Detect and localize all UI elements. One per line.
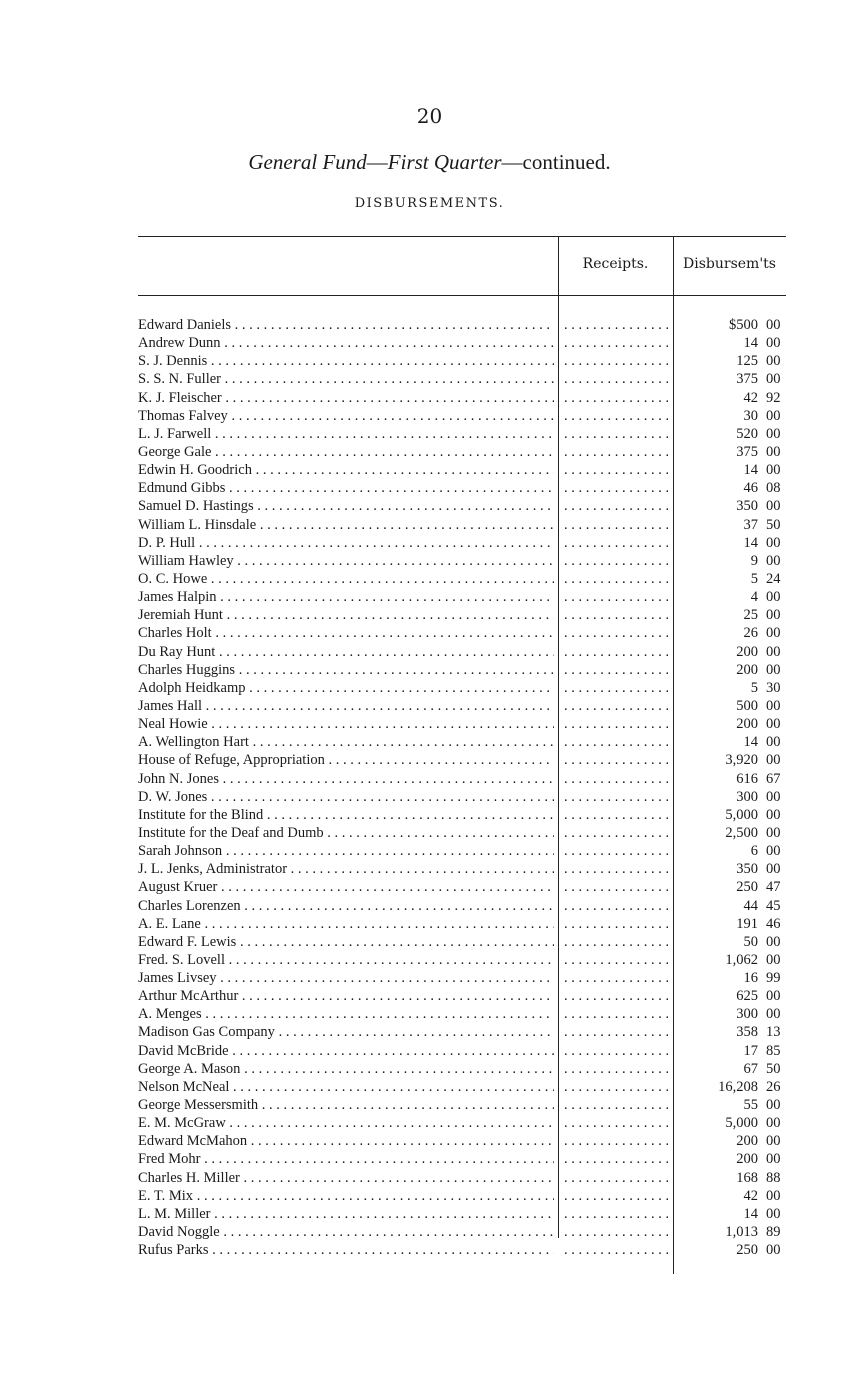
receipt-cell (564, 552, 668, 570)
table-row (138, 497, 786, 515)
amount-dollars: 625 (736, 988, 758, 1005)
table-row (138, 860, 786, 878)
table-row (138, 1114, 786, 1132)
payee-name: David Noggle . . . (138, 1223, 554, 1241)
table-row (138, 334, 786, 352)
payee-name: J. L. Jenks, Administrator . . . (138, 860, 554, 878)
receipt-cell (564, 588, 668, 606)
amount-dollars: 168 (736, 1169, 758, 1186)
payee-name: Institute for the Blind . . . (138, 806, 554, 824)
table-row (138, 951, 786, 969)
amount-cents: 00 (766, 335, 781, 352)
amount-dollars: 9 (750, 552, 758, 569)
table-row (138, 1205, 786, 1223)
table-row (138, 1150, 786, 1168)
receipt-cell (564, 1205, 668, 1223)
receipt-cell (564, 389, 668, 407)
table-row (138, 1042, 786, 1060)
column-header-receipts: Receipts. (582, 256, 649, 272)
table-row (138, 552, 786, 570)
amount-dollars: 2,500 (725, 824, 758, 841)
receipt-cell (564, 806, 668, 824)
amount-dollars: 5 (750, 570, 758, 587)
table-row (138, 842, 786, 860)
table-row (138, 570, 786, 588)
payee-name: Arthur McArthur . . . (138, 987, 554, 1005)
amount-cents: 00 (766, 716, 781, 733)
title-continued: continued. (522, 150, 611, 174)
amount-dollars: 350 (736, 861, 758, 878)
receipt-cell (564, 715, 668, 733)
amount-dollars: 14 (743, 1205, 758, 1222)
amount-cents: 00 (766, 806, 781, 823)
receipt-cell (564, 516, 668, 534)
amount-cents: 13 (766, 1024, 781, 1041)
receipt-cell (564, 697, 668, 715)
receipt-cell (564, 425, 668, 443)
amount-dollars: 500 (736, 697, 758, 714)
receipt-cell (564, 751, 668, 769)
amount-dollars: 14 (743, 335, 758, 352)
amount-dollars: 17 (743, 1042, 758, 1059)
payee-name: Madison Gas Company . . . (138, 1023, 554, 1041)
section-heading: DISBURSEMENTS. (354, 196, 505, 211)
amount-dollars: 125 (736, 353, 758, 370)
table-row (138, 897, 786, 915)
receipt-cell (564, 788, 668, 806)
payee-name: Charles Lorenzen . . . (138, 897, 554, 915)
payee-name: James Hall . . . (138, 697, 554, 715)
receipt-cell (564, 534, 668, 552)
amount-cents: 00 (766, 1151, 781, 1168)
payee-name: Edwin H. Goodrich . . . (138, 461, 554, 479)
payee-name: L. J. Farwell . . . (138, 425, 554, 443)
table-row (138, 316, 786, 334)
disbursements-table (138, 236, 786, 1276)
amount-dollars: 200 (736, 716, 758, 733)
amount-cents: 00 (766, 643, 781, 660)
amount-dollars: 46 (743, 480, 758, 497)
table-row (138, 969, 786, 987)
payee-name: K. J. Fleischer . . . (138, 389, 554, 407)
payee-name: Neal Howie . . . (138, 715, 554, 733)
receipt-cell (564, 860, 668, 878)
receipt-cell (564, 679, 668, 697)
payee-name: Jeremiah Hunt . . . (138, 606, 554, 624)
amount-cents: 50 (766, 1060, 781, 1077)
payee-name: John N. Jones . . . (138, 770, 554, 788)
receipt-cell (564, 1241, 668, 1259)
payee-name: Sarah Johnson . . . (138, 842, 554, 860)
receipt-cell (564, 897, 668, 915)
table-row (138, 479, 786, 497)
amount-cents: 00 (766, 861, 781, 878)
receipt-cell (564, 570, 668, 588)
payee-name: E. M. McGraw . . . (138, 1114, 554, 1132)
table-row (138, 1078, 786, 1096)
amount-cents: 00 (766, 607, 781, 624)
amount-cents: 00 (766, 933, 781, 950)
table-header-rule (138, 295, 786, 296)
amount-cents: 00 (766, 371, 781, 388)
amount-cents: 00 (766, 498, 781, 515)
table-row (138, 1187, 786, 1205)
payee-name: House of Refuge, Appropriation . . . (138, 751, 554, 769)
table-row (138, 389, 786, 407)
table-row (138, 788, 786, 806)
payee-name: James Livsey . . . (138, 969, 554, 987)
amount-cents: 00 (766, 1242, 781, 1259)
receipt-cell (564, 1114, 668, 1132)
amount-cents: 00 (766, 534, 781, 551)
payee-name: Thomas Falvey . . . (138, 407, 554, 425)
receipt-cell (564, 1223, 668, 1241)
amount-dollars: 520 (736, 425, 758, 442)
receipt-cell (564, 824, 668, 842)
payee-name: Charles H. Miller . . . (138, 1169, 554, 1187)
receipt-cell (564, 461, 668, 479)
amount-dollars: 14 (743, 534, 758, 551)
amount-dollars: 67 (743, 1060, 758, 1077)
amount-cents: 00 (766, 462, 781, 479)
payee-name: S. J. Dennis . . . (138, 352, 554, 370)
amount-dollars: 250 (736, 1242, 758, 1259)
payee-name: George A. Mason . . . (138, 1060, 554, 1078)
amount-cents: 00 (766, 824, 781, 841)
amount-dollars: 16 (743, 970, 758, 987)
amount-cents: 85 (766, 1042, 781, 1059)
table-row (138, 878, 786, 896)
table-row (138, 534, 786, 552)
amount-cents: 00 (766, 752, 781, 769)
payee-name: Fred. S. Lovell . . . (138, 951, 554, 969)
payee-name: David McBride . . . (138, 1042, 554, 1060)
receipt-cell (564, 407, 668, 425)
amount-dollars: 55 (743, 1097, 758, 1114)
table-row (138, 1169, 786, 1187)
table-row (138, 443, 786, 461)
amount-dollars: 44 (743, 897, 758, 914)
table-row (138, 606, 786, 624)
amount-cents: 00 (766, 661, 781, 678)
payee-name: A. E. Lane . . . (138, 915, 554, 933)
payee-name: Charles Holt . . . (138, 624, 554, 642)
table-row (138, 624, 786, 642)
amount-dollars: 4 (750, 589, 758, 606)
receipt-cell (564, 643, 668, 661)
receipt-cell (564, 987, 668, 1005)
amount-dollars: 42 (743, 1187, 758, 1204)
table-row (138, 425, 786, 443)
amount-dollars: 14 (743, 734, 758, 751)
amount-dollars: 250 (736, 879, 758, 896)
payee-name: Edward McMahon . . . (138, 1132, 554, 1150)
payee-name: Nelson McNeal . . . (138, 1078, 554, 1096)
receipt-cell (564, 915, 668, 933)
amount-dollars: 5,000 (725, 806, 758, 823)
receipt-cell (564, 316, 668, 334)
receipt-cell (564, 334, 668, 352)
amount-cents: 50 (766, 516, 781, 533)
receipt-cell (564, 770, 668, 788)
amount-cents: 45 (766, 897, 781, 914)
receipt-cell (564, 1150, 668, 1168)
payee-name: Edward F. Lewis . . . (138, 933, 554, 951)
table-row (138, 715, 786, 733)
payee-name: Rufus Parks . . . (138, 1241, 554, 1259)
amount-cents: 99 (766, 970, 781, 987)
payee-name: Charles Huggins . . . (138, 661, 554, 679)
receipt-cell (564, 969, 668, 987)
payee-name: E. T. Mix . . . (138, 1187, 554, 1205)
receipt-cell (564, 661, 668, 679)
amount-cents: 26 (766, 1078, 781, 1095)
amount-dollars: 14 (743, 462, 758, 479)
amount-cents: 00 (766, 317, 781, 333)
payee-name: O. C. Howe . . . (138, 570, 554, 588)
amount-dollars: 200 (736, 1151, 758, 1168)
table-row (138, 915, 786, 933)
receipt-cell (564, 733, 668, 751)
title-quarter: First Quarter (387, 150, 502, 174)
amount-cents: 00 (766, 625, 781, 642)
amount-cents: 08 (766, 480, 781, 497)
amount-cents: 88 (766, 1169, 781, 1186)
table-row (138, 461, 786, 479)
amount-cents: 67 (766, 770, 781, 787)
receipt-cell (564, 1023, 668, 1041)
table-row (138, 697, 786, 715)
page-title (0, 150, 859, 175)
amount-dollars: 16,208 (718, 1078, 758, 1095)
amount-cents: 00 (766, 734, 781, 751)
payee-name: A. Wellington Hart . . . (138, 733, 554, 751)
table-row (138, 1005, 786, 1023)
receipt-cell (564, 1187, 668, 1205)
table-row (138, 679, 786, 697)
payee-name: D. P. Hull . . . (138, 534, 554, 552)
table-row (138, 987, 786, 1005)
amount-cents: 47 (766, 879, 781, 896)
amount-cents: 00 (766, 1097, 781, 1114)
payee-name: Edmund Gibbs . . . (138, 479, 554, 497)
table-row (138, 352, 786, 370)
amount-cents: 00 (766, 353, 781, 370)
page-number: 20 (416, 104, 443, 128)
receipt-cell (564, 606, 668, 624)
table-row (138, 588, 786, 606)
table-row (138, 824, 786, 842)
table-row (138, 1241, 786, 1259)
amount-dollars: 5 (750, 679, 758, 696)
amount-dollars: 200 (736, 643, 758, 660)
amount-cents: 00 (766, 1006, 781, 1023)
receipt-cell (564, 370, 668, 388)
amount-cents: 00 (766, 1187, 781, 1204)
payee-name: L. M. Miller . . . (138, 1205, 554, 1223)
table-row (138, 1223, 786, 1241)
amount-cents: 00 (766, 697, 781, 714)
amount-cents: 00 (766, 1133, 781, 1150)
amount-cents: 00 (766, 1205, 781, 1222)
amount-cents: 00 (766, 443, 781, 460)
receipt-cell (564, 1042, 668, 1060)
table-row (138, 407, 786, 425)
receipt-cell (564, 933, 668, 951)
amount-dollars: 200 (736, 1133, 758, 1150)
receipt-cell (564, 1060, 668, 1078)
amount-dollars: 616 (736, 770, 758, 787)
amount-dollars: 375 (736, 371, 758, 388)
amount-dollars: 375 (736, 443, 758, 460)
payee-name: Adolph Heidkamp . . . (138, 679, 554, 697)
table-row (138, 806, 786, 824)
amount-cents: 92 (766, 389, 781, 406)
receipt-cell (564, 624, 668, 642)
amount-cents: 00 (766, 988, 781, 1005)
receipt-cell (564, 1169, 668, 1187)
table-row (138, 370, 786, 388)
payee-name: Fred Mohr . . . (138, 1150, 554, 1168)
receipt-cell (564, 842, 668, 860)
table-body (138, 316, 786, 1259)
amount-dollars: 25 (743, 607, 758, 624)
amount-dollars: 191 (736, 915, 758, 932)
receipt-cell (564, 1005, 668, 1023)
column-header-disbursements: Disbursem'ts (683, 256, 776, 272)
table-row (138, 516, 786, 534)
table-top-rule (138, 236, 786, 237)
table-row (138, 1060, 786, 1078)
payee-name: Du Ray Hunt . . . (138, 643, 554, 661)
amount-dollars: 30 (743, 407, 758, 424)
receipt-cell (564, 352, 668, 370)
amount-dollars: 42 (743, 389, 758, 406)
payee-name: Andrew Dunn . . . (138, 334, 554, 352)
amount-cents: 00 (766, 1115, 781, 1132)
amount-cents: 00 (766, 552, 781, 569)
amount-dollars: 50 (743, 933, 758, 950)
table-row (138, 1096, 786, 1114)
amount-cents: 00 (766, 788, 781, 805)
receipt-cell (564, 497, 668, 515)
amount-cents: 89 (766, 1224, 781, 1241)
payee-name: A. Menges . . . (138, 1005, 554, 1023)
payee-name: William Hawley . . . (138, 552, 554, 570)
payee-name: George Messersmith . . . (138, 1096, 554, 1114)
amount-dollars: 350 (736, 498, 758, 515)
amount-dollars: 1,013 (725, 1224, 758, 1241)
table-row (138, 933, 786, 951)
amount-dollars: 1,062 (725, 951, 758, 968)
amount-dollars: 200 (736, 661, 758, 678)
amount-dollars: 300 (736, 1006, 758, 1023)
payee-name: William L. Hinsdale . . . (138, 516, 554, 534)
amount-dollars: 358 (736, 1024, 758, 1041)
payee-name: Edward Daniels . . . (138, 316, 554, 334)
payee-name: D. W. Jones . . . (138, 788, 554, 806)
amount-cents: 00 (766, 407, 781, 424)
amount-dollars: $500 (729, 317, 758, 333)
payee-name: August Kruer . . . (138, 878, 554, 896)
table-row (138, 643, 786, 661)
receipt-cell (564, 479, 668, 497)
table-row (138, 1132, 786, 1150)
title-dash-1: — (366, 150, 388, 174)
amount-cents: 30 (766, 679, 781, 696)
amount-cents: 46 (766, 915, 781, 932)
table-row (138, 733, 786, 751)
amount-cents: 00 (766, 589, 781, 606)
payee-name: Institute for the Deaf and Dumb . . . (138, 824, 554, 842)
receipt-cell (564, 443, 668, 461)
amount-cents: 00 (766, 843, 781, 860)
payee-name: George Gale . . . (138, 443, 554, 461)
amount-dollars: 5,000 (725, 1115, 758, 1132)
amount-cents: 00 (766, 951, 781, 968)
amount-dollars: 300 (736, 788, 758, 805)
payee-name: Samuel D. Hastings . . . (138, 497, 554, 515)
amount-dollars: 6 (750, 843, 758, 860)
table-row (138, 770, 786, 788)
title-dash-2: — (501, 150, 523, 174)
receipt-cell (564, 878, 668, 896)
payee-name: James Halpin . . . (138, 588, 554, 606)
amount-cents: 00 (766, 425, 781, 442)
amount-cents: 24 (766, 570, 781, 587)
amount-dollars: 26 (743, 625, 758, 642)
table-row (138, 751, 786, 769)
receipt-cell (564, 1078, 668, 1096)
table-row (138, 661, 786, 679)
amount-dollars: 37 (743, 516, 758, 533)
amount-dollars: 3,920 (725, 752, 758, 769)
title-fund: General Fund (248, 150, 367, 174)
receipt-cell (564, 1096, 668, 1114)
table-row (138, 1023, 786, 1041)
payee-name: S. S. N. Fuller . . . (138, 370, 554, 388)
receipt-cell (564, 1132, 668, 1150)
receipt-cell (564, 951, 668, 969)
